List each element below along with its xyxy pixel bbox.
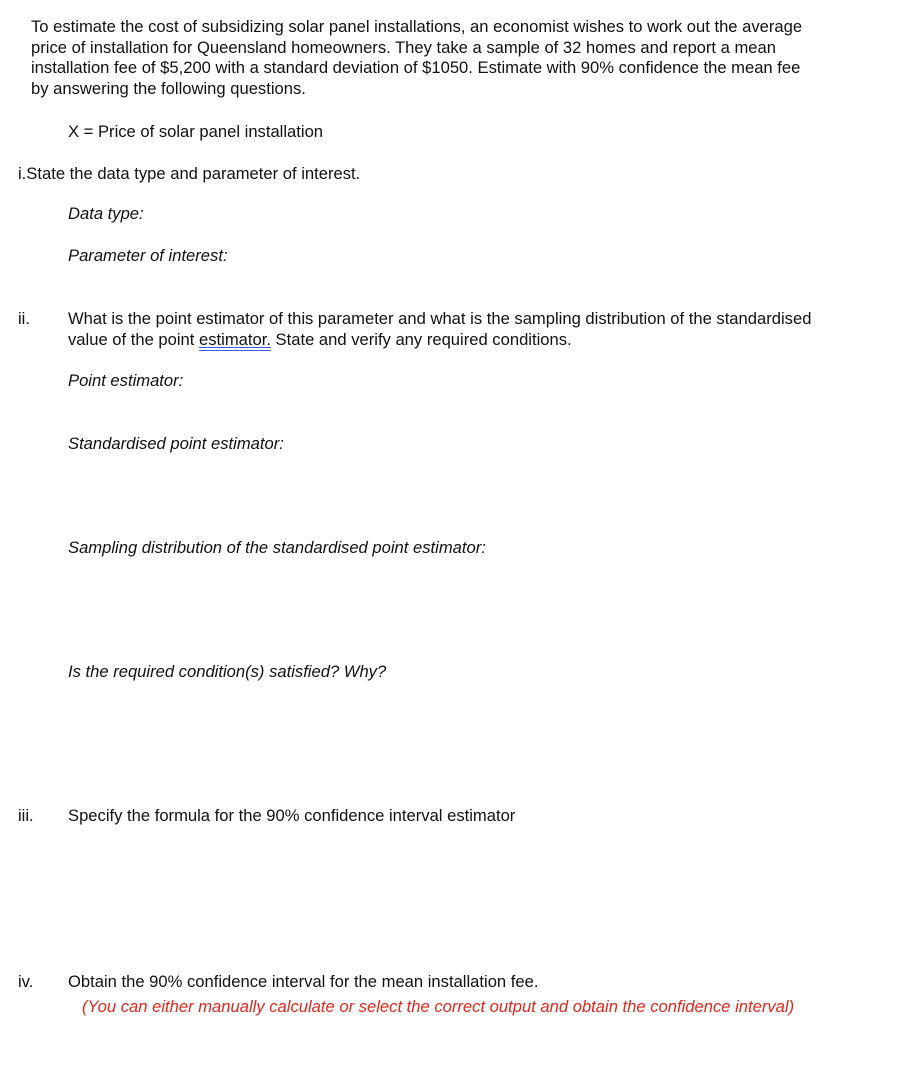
- question-iv-note: (You can either manually calculate or select the correct output and obtain the confidence interval): [82, 997, 795, 1016]
- sampling-distribution-label: Sampling distribution of the standardised point estimator:: [68, 538, 486, 557]
- question-i-heading: i.State the data type and parameter of interest.: [18, 164, 361, 183]
- point-estimator-label: Point estimator:: [68, 371, 184, 390]
- intro-paragraph: [31, 17, 881, 99]
- intro-line: installation fee of $5,200 with a standard deviation of $1050. Estimate with 90% confidence the mean fee: [31, 58, 801, 78]
- question-ii-number: ii.: [18, 309, 30, 328]
- question-iii-text: Specify the formula for the 90% confidence interval estimator: [68, 806, 516, 825]
- question-iii-number: iii.: [18, 806, 34, 825]
- intro-line: price of installation for Queensland homeowners. They take a sample of 32 homes and report a mean: [31, 37, 776, 57]
- question-iv-number: iv.: [18, 972, 34, 991]
- question-ii-line-1: What is the point estimator of this parameter and what is the sampling distribution of the standardised: [68, 309, 812, 328]
- parameter-of-interest-label: Parameter of interest:: [68, 246, 228, 265]
- data-type-label: Data type:: [68, 204, 144, 223]
- spellcheck-underlined-word: estimator.: [199, 330, 271, 349]
- question-iv-text: Obtain the 90% confidence interval for the mean installation fee.: [68, 972, 539, 991]
- intro-line: by answering the following questions.: [31, 78, 306, 98]
- condition-satisfied-label: Is the required condition(s) satisfied? Why?: [68, 662, 387, 681]
- question-ii-line-2-start: value of the point: [68, 330, 199, 349]
- variable-definition: X = Price of solar panel installation: [68, 122, 324, 141]
- intro-line: To estimate the cost of subsidizing solar panel installations, an economist wishes to work out the average: [31, 17, 803, 36]
- question-ii-line-2: [68, 330, 572, 350]
- standardised-point-estimator-label: Standardised point estimator:: [68, 434, 284, 453]
- question-ii-line-2-end: State and verify any required conditions.: [270, 330, 572, 349]
